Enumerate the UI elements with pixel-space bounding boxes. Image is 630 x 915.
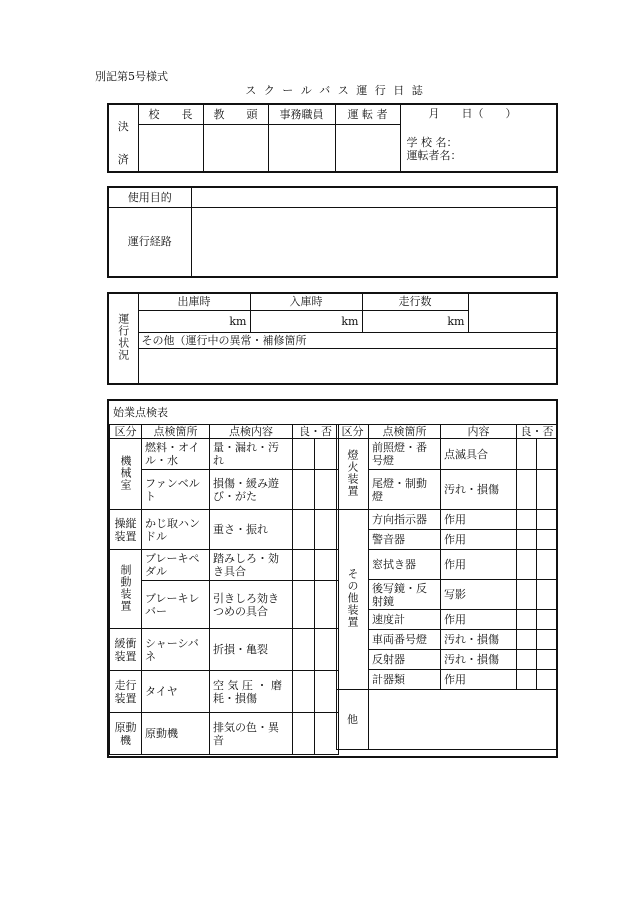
result-engine-good[interactable]: [293, 713, 315, 755]
result-brake-pedal-good[interactable]: [293, 550, 315, 581]
mileage-header: 走行数: [362, 293, 468, 310]
result-plate-light-good[interactable]: [517, 630, 537, 650]
result-fuel-good[interactable]: [293, 439, 315, 470]
cat-steering: 操縦装置: [110, 510, 142, 550]
return-header: 入庫時: [250, 293, 362, 310]
operation-label: 運行状況: [108, 293, 138, 384]
date-field: 月 日（ ）: [428, 107, 517, 120]
inspection-right-table: [336, 424, 558, 750]
approval-col-principal: 校 長: [138, 104, 203, 124]
driver-name-field: 運転者名：: [406, 149, 462, 162]
approval-col-vice: 教 頭: [203, 104, 268, 124]
part-speedometer: 速度計: [369, 610, 441, 630]
purpose-label: 使用目的: [108, 187, 191, 207]
result-horn-good[interactable]: [517, 530, 537, 550]
check-brake-lever: 引きしろ効きつめの具合: [210, 581, 293, 629]
cat-engine: 原動機: [110, 713, 142, 755]
stamp-principal[interactable]: [138, 124, 203, 172]
inspection-title: 始業点検表: [113, 406, 168, 419]
result-reflector-good[interactable]: [517, 650, 537, 670]
result-headlight-good[interactable]: [517, 439, 537, 470]
check-taillight: 汚れ・損傷: [441, 470, 517, 510]
check-fuel: 量・漏れ・汚れ: [210, 439, 293, 470]
part-suspension: シャーシバネ: [142, 629, 210, 671]
result-plate-light-bad[interactable]: [537, 630, 558, 650]
result-turn-signal-bad[interactable]: [537, 510, 558, 530]
part-wiper: 窓拭き器: [369, 550, 441, 580]
result-engine-bad[interactable]: [315, 713, 339, 755]
result-tire-bad[interactable]: [315, 671, 339, 713]
header-category-right: 区分: [337, 425, 369, 439]
check-horn: 作用: [441, 530, 517, 550]
mileage-km[interactable]: km: [362, 310, 468, 332]
result-brake-pedal-bad[interactable]: [315, 550, 339, 581]
result-fuel-bad[interactable]: [315, 439, 339, 470]
header-part-right: 点検箇所: [369, 425, 441, 439]
check-brake-pedal: 踏みしろ・効き具合: [210, 550, 293, 581]
result-brake-lever-bad[interactable]: [315, 581, 339, 629]
approval-label-top: 決: [108, 104, 138, 148]
result-steering-good[interactable]: [293, 510, 315, 550]
stamp-clerk[interactable]: [268, 124, 335, 172]
header-content-right: 内容: [441, 425, 517, 439]
header-result: 良・否: [293, 425, 339, 439]
result-suspension-bad[interactable]: [315, 629, 339, 671]
check-tire: 空 気 圧 ・ 磨耗・損傷: [210, 671, 293, 713]
approval-col-clerk: 事務職員: [268, 104, 335, 124]
other-notes-input[interactable]: [138, 348, 557, 384]
stamp-vice[interactable]: [203, 124, 268, 172]
approval-col-driver: 運 転 者: [335, 104, 400, 124]
result-mirror-bad[interactable]: [537, 580, 558, 610]
other-notes-label: その他（運行中の異常・補修箇所: [138, 332, 557, 348]
part-turn-signal: 方向指示器: [369, 510, 441, 530]
operation-blank: [468, 293, 557, 332]
result-speedometer-good[interactable]: [517, 610, 537, 630]
school-name-field: 学 校 名：: [406, 136, 458, 149]
result-gauges-good[interactable]: [517, 670, 537, 690]
result-taillight-good[interactable]: [517, 470, 537, 510]
check-turn-signal: 作用: [441, 510, 517, 530]
route-input[interactable]: [191, 207, 557, 277]
departure-header: 出庫時: [138, 293, 250, 310]
cat-engine-room: 機械室: [110, 439, 142, 510]
header-check: 点検内容: [210, 425, 293, 439]
cat-suspension: 緩衝装置: [110, 629, 142, 671]
part-fanbelt: ファンベルト: [142, 470, 210, 510]
check-steering: 重さ・振れ: [210, 510, 293, 550]
part-brake-lever: ブレーキレバー: [142, 581, 210, 629]
check-plate-light: 汚れ・損傷: [441, 630, 517, 650]
part-reflector: 反射器: [369, 650, 441, 670]
operation-table: [107, 292, 558, 385]
result-horn-bad[interactable]: [537, 530, 558, 550]
cat-lamps: 燈火装置: [337, 439, 369, 510]
cat-other-devices: その他装置: [337, 510, 369, 690]
result-fanbelt-bad[interactable]: [315, 470, 339, 510]
part-engine: 原動機: [142, 713, 210, 755]
check-wiper: 作用: [441, 550, 517, 580]
date-school-cell: [400, 104, 557, 172]
misc-input[interactable]: [369, 690, 558, 750]
check-engine: 排気の色・異音: [210, 713, 293, 755]
result-wiper-good[interactable]: [517, 550, 537, 580]
cat-running-gear: 走行装置: [110, 671, 142, 713]
stamp-driver[interactable]: [335, 124, 400, 172]
purpose-table: [107, 186, 558, 278]
form-number: 別記第5号様式: [95, 70, 168, 83]
result-reflector-bad[interactable]: [537, 650, 558, 670]
check-mirror: 写影: [441, 580, 517, 610]
result-suspension-good[interactable]: [293, 629, 315, 671]
approval-label-bottom: 済: [108, 148, 138, 172]
part-plate-light: 車両番号燈: [369, 630, 441, 650]
part-taillight: 尾燈・制動燈: [369, 470, 441, 510]
result-gauges-bad[interactable]: [537, 670, 558, 690]
part-horn: 警音器: [369, 530, 441, 550]
check-speedometer: 作用: [441, 610, 517, 630]
approval-table: [107, 103, 558, 173]
part-headlight: 前照燈・番号燈: [369, 439, 441, 470]
result-tire-good[interactable]: [293, 671, 315, 713]
part-fuel: 燃料・オイル・水: [142, 439, 210, 470]
inspection-left-table: [109, 424, 339, 755]
part-tire: タイヤ: [142, 671, 210, 713]
check-fanbelt: 損傷・緩み遊び・がた: [210, 470, 293, 510]
part-brake-pedal: ブレーキペダル: [142, 550, 210, 581]
header-part: 点検箇所: [142, 425, 210, 439]
result-steering-bad[interactable]: [315, 510, 339, 550]
result-speedometer-bad[interactable]: [537, 610, 558, 630]
result-mirror-good[interactable]: [517, 580, 537, 610]
cat-misc: 他: [337, 690, 369, 750]
check-suspension: 折損・亀裂: [210, 629, 293, 671]
result-brake-lever-good[interactable]: [293, 581, 315, 629]
header-result-right: 良・否: [517, 425, 558, 439]
check-gauges: 作用: [441, 670, 517, 690]
header-category: 区分: [110, 425, 142, 439]
part-mirror: 後写鏡・反射鏡: [369, 580, 441, 610]
result-headlight-bad[interactable]: [537, 439, 558, 470]
result-fanbelt-good[interactable]: [293, 470, 315, 510]
cat-brake: 制動装置: [110, 550, 142, 629]
return-km[interactable]: km: [250, 310, 362, 332]
result-turn-signal-good[interactable]: [517, 510, 537, 530]
page-title: ス ク ー ル バ ス 運 行 日 誌: [245, 84, 425, 97]
departure-km[interactable]: km: [138, 310, 250, 332]
check-headlight: 点滅具合: [441, 439, 517, 470]
part-steering: かじ取ハンドル: [142, 510, 210, 550]
purpose-input[interactable]: [191, 187, 557, 207]
check-reflector: 汚れ・損傷: [441, 650, 517, 670]
result-wiper-bad[interactable]: [537, 550, 558, 580]
result-taillight-bad[interactable]: [537, 470, 558, 510]
part-gauges: 計器類: [369, 670, 441, 690]
route-label: 運行経路: [108, 207, 191, 277]
